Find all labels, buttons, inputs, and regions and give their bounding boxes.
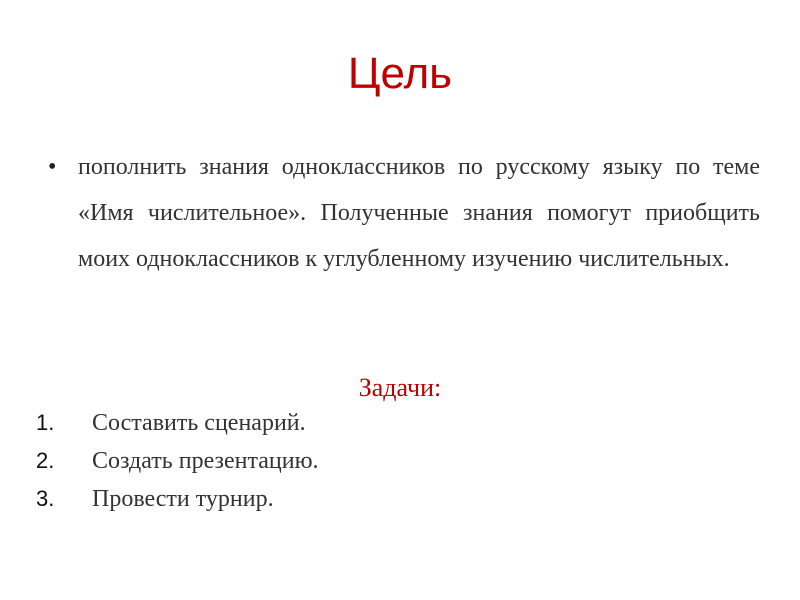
goal-text: пополнить знания одноклассников по русскому языку по теме «Имя числительное». Полученные знания помогут приобщить моих одноклассников к углубленному изучению числительных. bbox=[78, 154, 760, 272]
bullet-icon: • bbox=[48, 154, 57, 180]
task-item bbox=[36, 486, 319, 524]
task-text: Провести турнир. bbox=[92, 486, 274, 512]
task-text: Составить сценарий. bbox=[92, 410, 306, 436]
task-text: Создать презентацию. bbox=[92, 448, 319, 474]
tasks-heading: Задачи: bbox=[358, 373, 442, 402]
task-item bbox=[36, 410, 319, 448]
goal-bullet-item bbox=[48, 144, 760, 282]
slide-title: Цель bbox=[347, 49, 453, 98]
task-number: 3. bbox=[36, 486, 55, 511]
task-number: 1. bbox=[36, 410, 55, 435]
task-number: 2. bbox=[36, 448, 55, 473]
tasks-list bbox=[36, 410, 319, 524]
task-item bbox=[36, 448, 319, 486]
